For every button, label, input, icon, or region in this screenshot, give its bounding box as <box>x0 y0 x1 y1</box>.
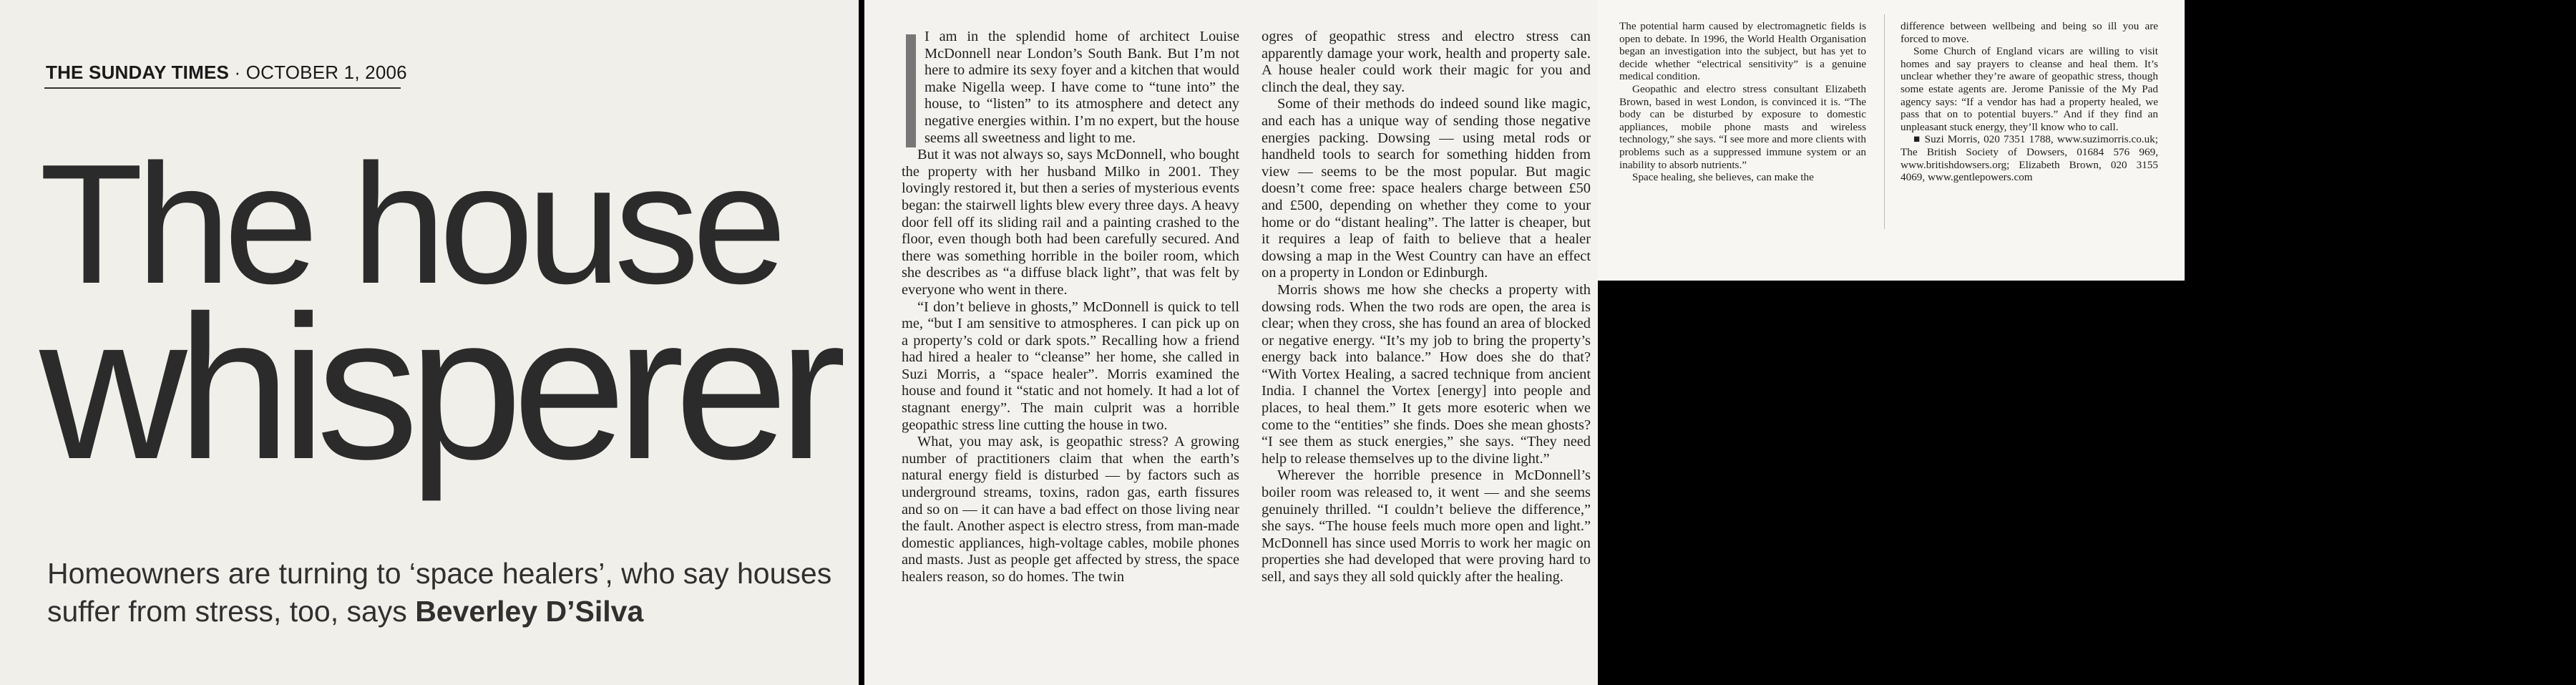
column-divider <box>1884 14 1885 229</box>
article-column-2 <box>1262 29 1591 586</box>
paragraph: The potential harm caused by electromagnetic fields is open to debate. In 1996, the World Health Organisation began an investigation into the subject, but has yet to decide whether “electrical sensitivity” is a genuine medical condition. <box>1619 20 1866 83</box>
body-text-panel <box>864 0 1598 685</box>
newspaper-name: THE SUNDAY TIMES <box>46 62 230 83</box>
front-page-panel <box>0 0 859 685</box>
paragraph: ogres of geopathic stress and electro stress can apparently damage your work, health and property sale. A house healer could work their magic for you and clinch the deal, they say. <box>1262 29 1591 95</box>
article-column-1 <box>902 29 1239 586</box>
author-byline: Beverley D’Silva <box>415 595 644 628</box>
paragraph: “I don’t believe in ghosts,” McDonnell is quick to tell me, “but I am sensitive to atmospheres. I can pick up on a property’s cold or dark spots.” Recalling how a friend had hired a healer to “cleanse” her home, she called in Suzi Morris, a “space healer”. Morris examined the house and found it “static and not homely. It had a lot of stagnant energy”. The main culprit was a horrible geopathic stress line cutting the house in two. <box>902 298 1239 433</box>
paragraph: What, you may ask, is geopathic stress? A growing number of practitioners claim that when the earth’s natural energy field is disturbed — by factors such as underground streams, toxins, radon gas, earth fissures and so on — it can have a bad effect on those living near the fault. Another aspect is electro stress, from man-made domestic appliances, high-voltage cables, mobile phones and masts. Just as people get affected by stress, the space healers reason, so do homes. The twin <box>902 434 1239 585</box>
paragraph: Wherever the horrible presence in McDonnell’s boiler room was released to, it went — and she seems genuinely thrilled. “I couldn’t believe the difference,” she says. “The house feels much more open and light.” McDonnell has since used Morris to work her magic on properties she had developed that were proving hard to sell, and says they all sold quickly after the healing. <box>1262 467 1591 585</box>
headline-line-2: whisperer <box>39 273 836 502</box>
paragraph: Morris shows me how she checks a property with dowsing rods. When the two rods are open, the area is clear; when they cross, she has found an area of blocked or negative energy. “It’s my job to bring the property’s energy back into balance.” How does she do that? “With Vortex Healing, a sacred technique from ancient India. I channel the Vortex [energy] into people and places, to heal them.” It gets more esoteric when we come to the “entities” she finds. Does she mean ghosts? “I see them as stuck energies,” she says. “They need help to release themselves up to the divine light.” <box>1262 281 1591 467</box>
paragraph: Some of their methods do indeed sound like magic, and each has a unique way of sending those negative energies packing. Dowsing — using metal rods or handheld tools to search for something hidden from view — seems to be the most popular. But magic doesn’t come free: space healers charge between £50 and £500, depending on whether they come to your home or do “distant healing”. The latter is cheaper, but it requires a leap of faith to believe that a healer dowsing a map in the West Country can have an effect on a property in London or Edinburgh. <box>1262 96 1591 281</box>
article-column-4 <box>1901 20 2158 184</box>
masthead-rule <box>44 87 401 89</box>
paragraph: Some Church of England vicars are willing to visit homes and say prayers to cleanse and heal them. It’s unclear whether they’re aware of geopathic stress, though some estate agents are. Jerome Panissie of the My Pad agency says: “If a vendor has had a property healed, we pass that on to potential buyers.” And if they find an unpleasant stuck energy, they’ll know who to call. <box>1901 45 2158 133</box>
standfirst-text: Homeowners are turning to ‘space healers’, who say houses suffer from stress, too, says <box>47 557 832 628</box>
headline-line-1: The house <box>39 130 780 319</box>
issue-date: · OCTOBER 1, 2006 <box>234 62 407 83</box>
paragraph: I am in the splendid home of architect Louise McDonnell near London’s South Bank. But I’m not here to admire its sexy foyer and a kitchen that would make Nigella weep. I have come to “tune into” the house, to “listen” to its atmosphere and detect any negative energies within. I’m no expert, but the house seems all sweetness and light to me. <box>924 29 1239 146</box>
article-column-3 <box>1619 20 1866 184</box>
contact-credits: ■ Suzi Morris, 020 7351 1788, www.suzimorris.co.uk; The British Society of Dowsers, 01684 576 969, www.britishdowsers.org; Elizabeth Brown, 020 3155 4069, www.gentlepowers.com <box>1901 133 2158 184</box>
continuation-panel <box>1598 0 2185 281</box>
masthead <box>46 62 407 84</box>
standfirst <box>47 555 841 631</box>
paragraph: Space healing, she believes, can make the <box>1632 171 1814 184</box>
paragraph: But it was not always so, says McDonnell, who bought the property with her husband Milko in 2001. They lovingly restored it, but then a series of mysterious events began: the stairwell lights blew every three days. A heavy door fell off its sliding rail and a painting crashed to the floor, even though both had been carefully secured. And there was something horrible in the boiler room, which she describes as “a diffuse black light”, that was felt by everyone who went in there. <box>902 147 1239 298</box>
paragraph: difference between wellbeing and being so ill you are forced to move. <box>1901 20 2158 45</box>
paragraph: Geopathic and electro stress consultant Elizabeth Brown, based in west London, is convinced it is. “The body can be disturbed by exposure to domestic appliances, mobile phone masts and wireless technology,” she says. “I see more and more clients with problems such as a suppressed immune system or an inability to absorb nutrients.” <box>1619 82 1866 171</box>
